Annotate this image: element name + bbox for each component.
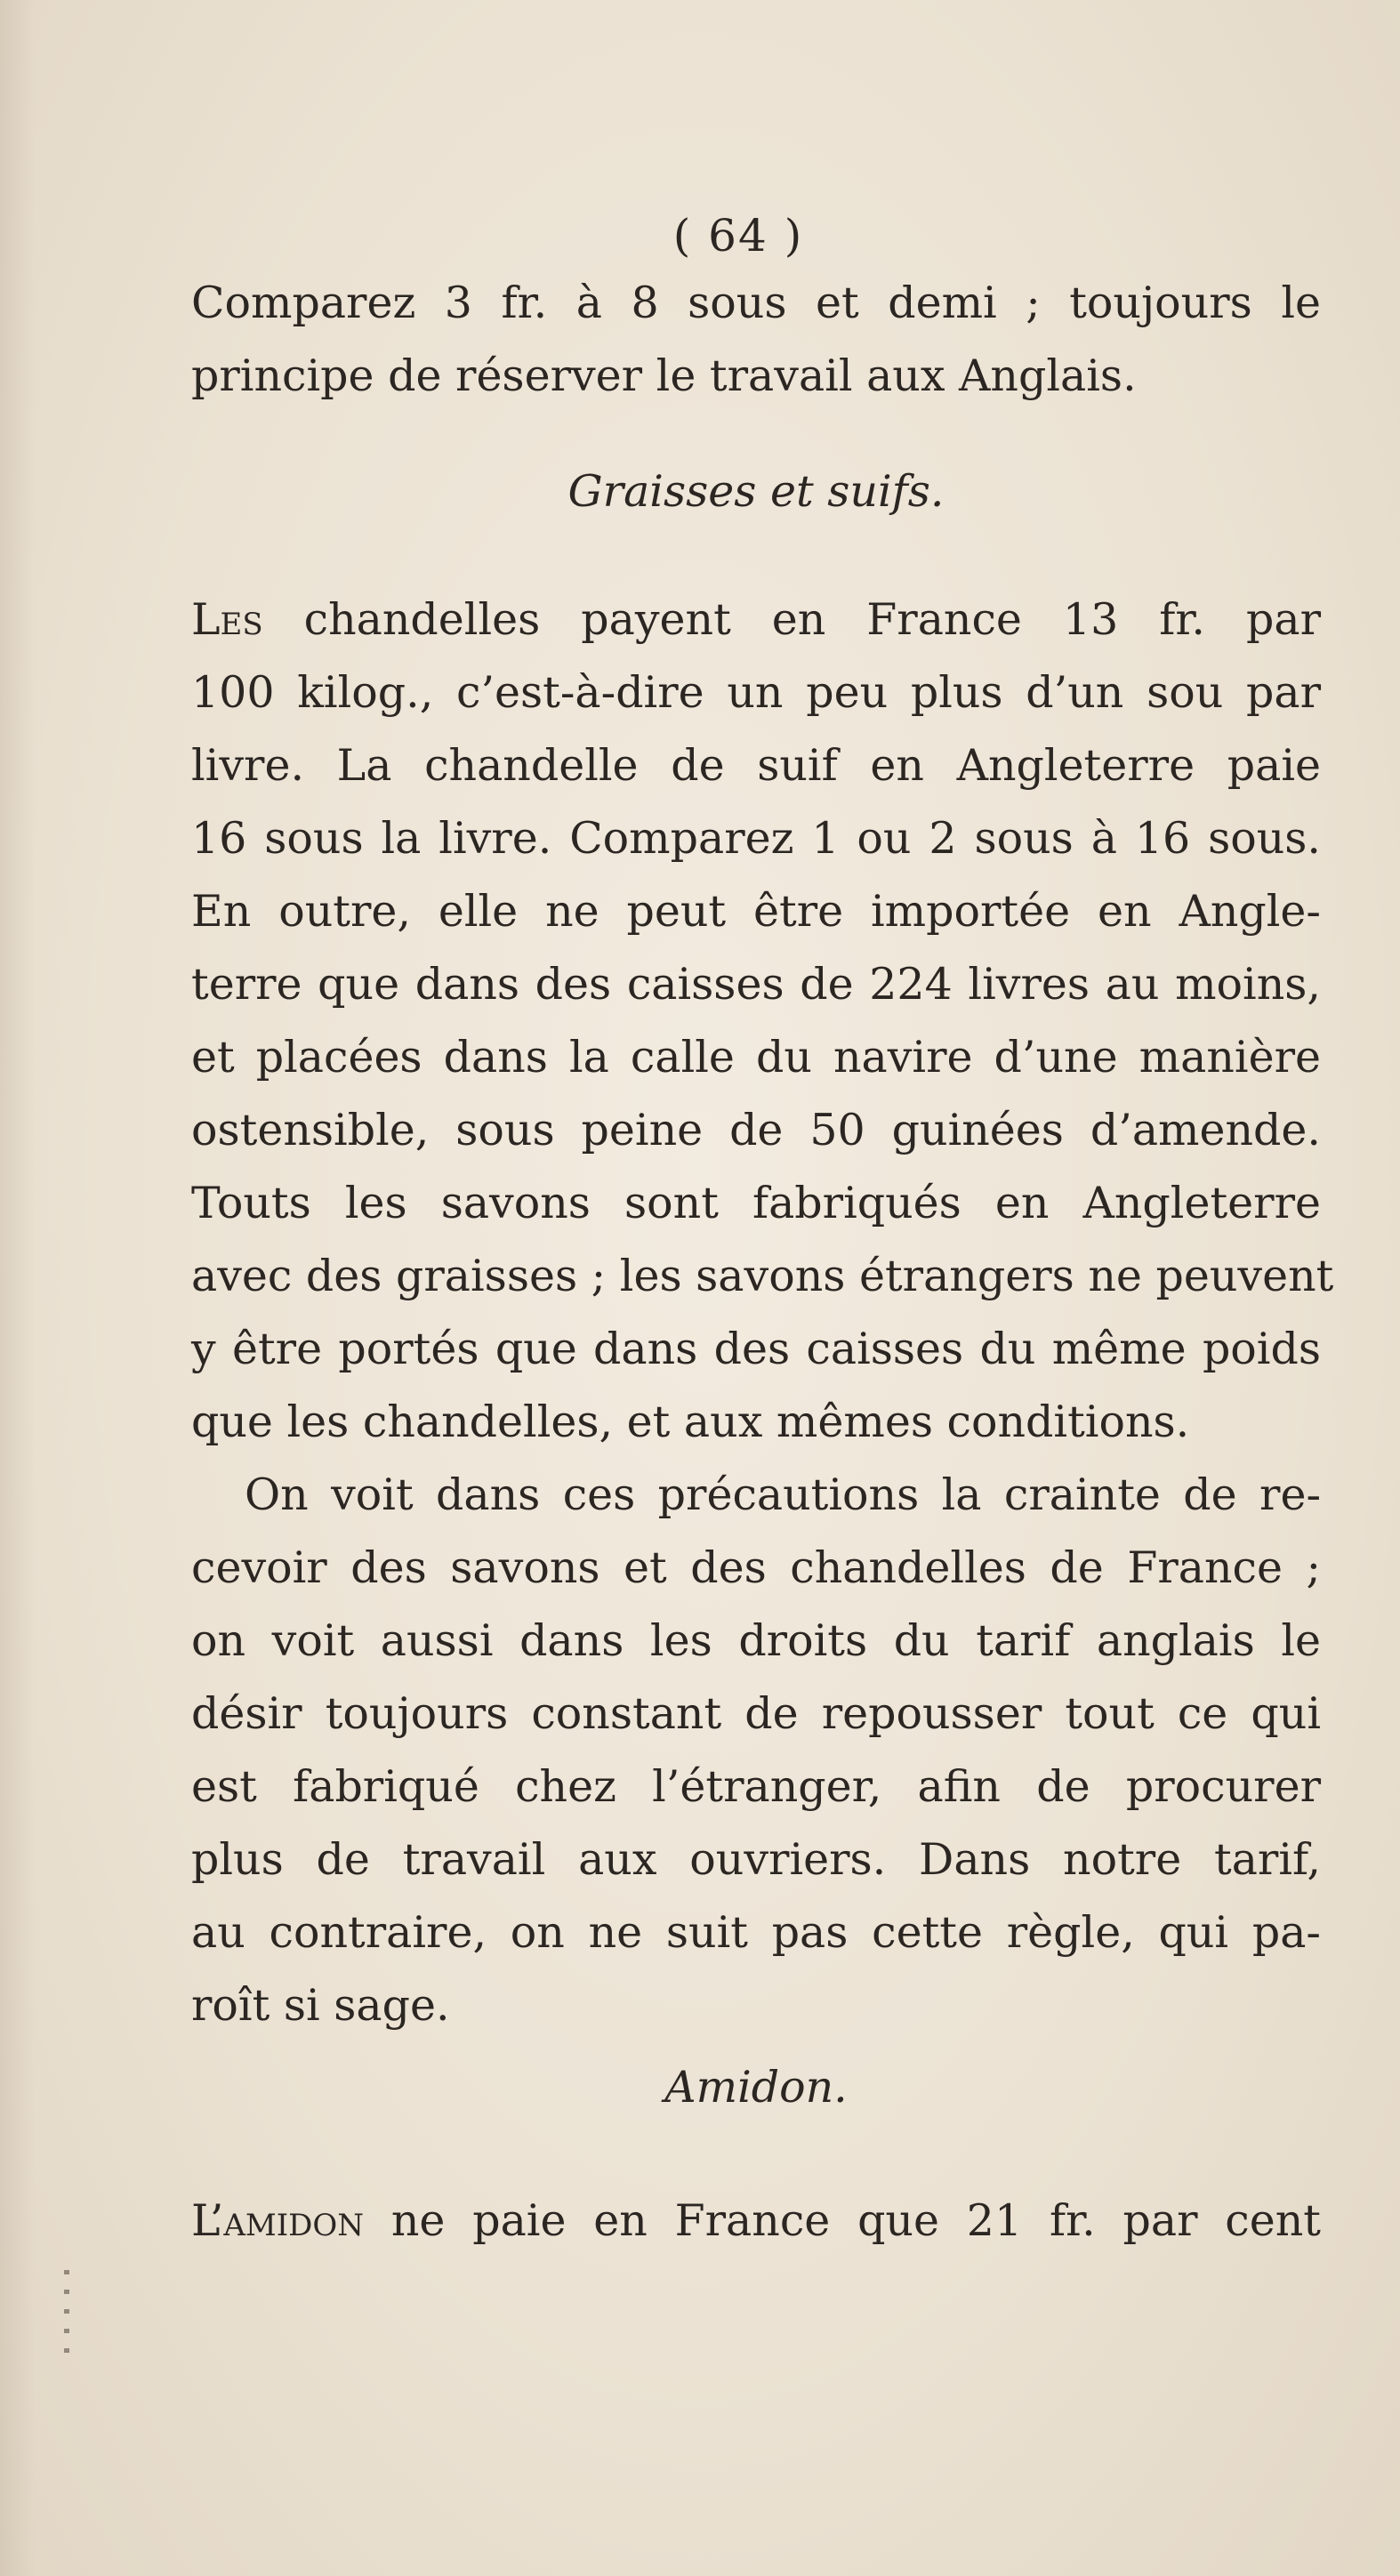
text-line: y être portés que dans des caisses du même poids bbox=[191, 1324, 1321, 1374]
text-line: cevoir des savons et des chandelles de France ; bbox=[191, 1542, 1321, 1593]
page-number: ( 64 ) bbox=[672, 210, 804, 262]
text-line: ostensible, sous peine de 50 guinées d’amende. bbox=[191, 1105, 1321, 1155]
text-line bbox=[191, 2185, 1321, 2258]
lead-word: L’amidon bbox=[191, 2195, 365, 2246]
text-line: terre que dans des caisses de 224 livres au moins, bbox=[191, 959, 1321, 1010]
text-line: livre. La chandelle de suif en Angleterre paie bbox=[191, 740, 1321, 791]
text-line: On voit dans ces précautions la crainte de re- bbox=[245, 1469, 1321, 1520]
text-line: roît si sage. bbox=[191, 1980, 450, 2031]
text-line: que les chandelles, et aux mêmes conditions. bbox=[191, 1397, 1190, 1447]
text-line bbox=[191, 584, 1321, 656]
section-heading-graisses: Graisses et suifs. bbox=[567, 466, 945, 517]
text-line: au contraire, on ne suit pas cette règle, qui pa- bbox=[191, 1907, 1321, 1958]
text-line: Comparez 3 fr. à 8 sous et demi ; toujours le bbox=[191, 278, 1321, 328]
text-line: Touts les savons sont fabriqués en Angleterre bbox=[191, 1178, 1321, 1228]
binding-shadow bbox=[0, 0, 36, 2576]
text-line: En outre, elle ne peut être importée en Angle- bbox=[191, 886, 1321, 937]
text-line-rest: chandelles payent en France 13 fr. par bbox=[262, 594, 1321, 645]
text-line: plus de travail aux ouvriers. Dans notre tarif, bbox=[191, 1834, 1321, 1885]
text-line: 16 sous la livre. Comparez 1 ou 2 sous à 16 sous. bbox=[191, 813, 1321, 864]
text-line: on voit aussi dans les droits du tarif anglais le bbox=[191, 1615, 1321, 1666]
lead-word: Les bbox=[191, 594, 263, 645]
text-line: 100 kilog., c’est-à-dire un peu plus d’un sou par bbox=[191, 667, 1321, 718]
section-heading-amidon: Amidon. bbox=[664, 2062, 848, 2113]
margin-marks bbox=[64, 2270, 69, 2368]
text-line: principe de réserver le travail aux Anglais. bbox=[191, 350, 1137, 401]
text-line: avec des graisses ; les savons étrangers ne peuvent bbox=[191, 1251, 1334, 1301]
text-line: désir toujours constant de repousser tout ce qui bbox=[191, 1688, 1321, 1739]
text-line-rest: ne paie en France que 21 fr. par cent bbox=[364, 2195, 1321, 2246]
text-line: est fabriqué chez l’étranger, afin de procurer bbox=[191, 1761, 1321, 1812]
text-line: et placées dans la calle du navire d’une manière bbox=[191, 1032, 1321, 1083]
page-text bbox=[191, 205, 1334, 2258]
